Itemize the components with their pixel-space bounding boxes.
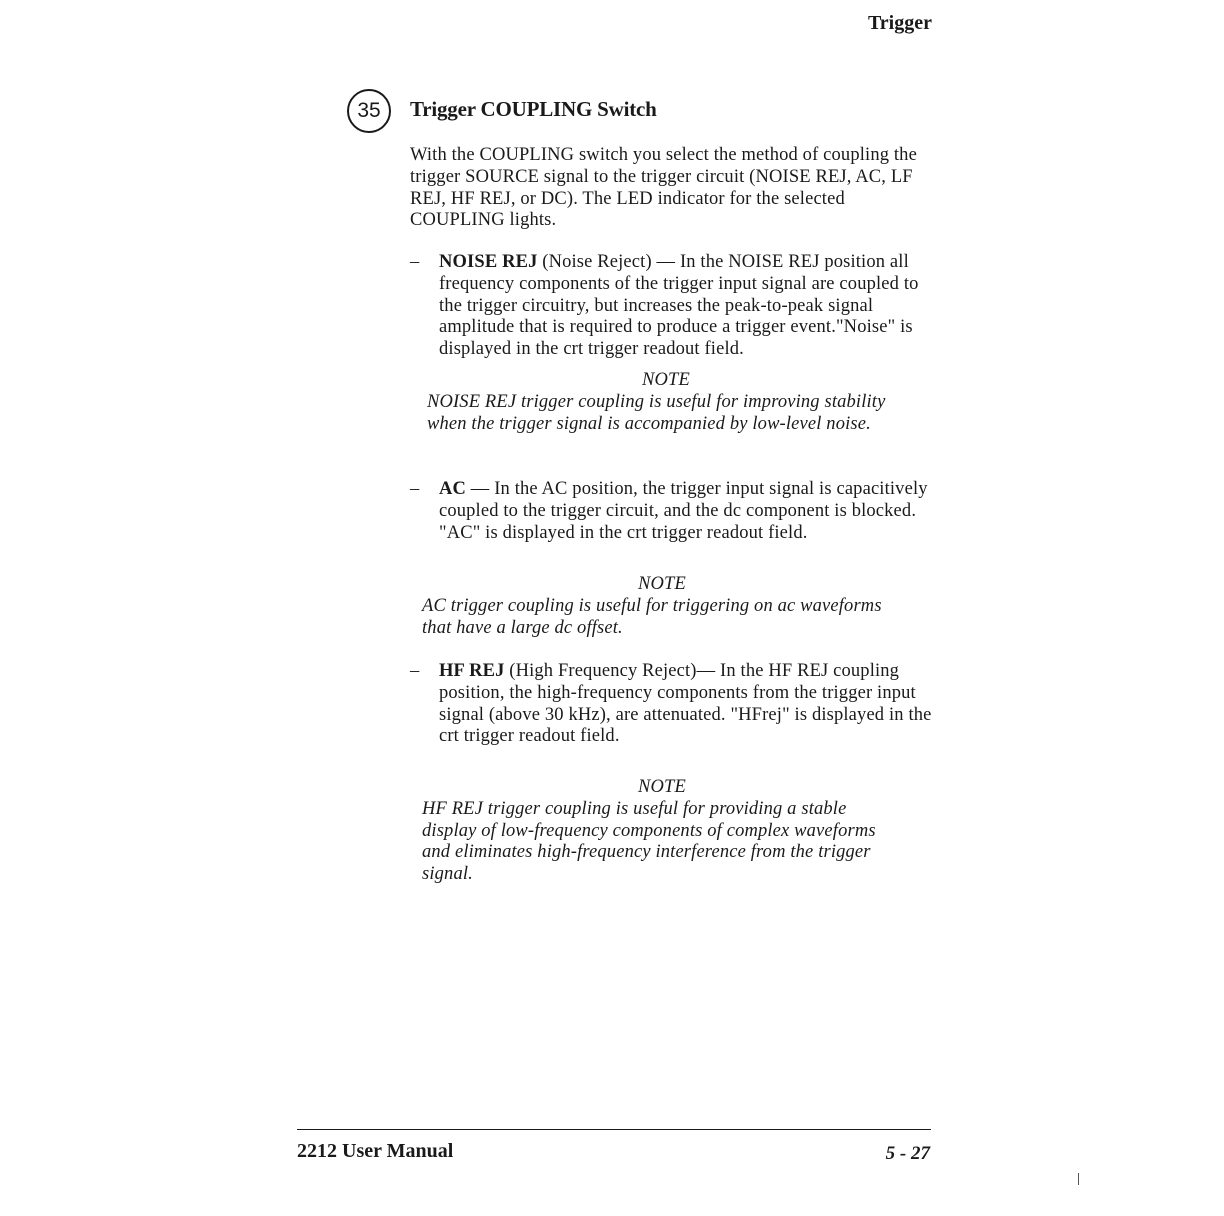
note-heading: NOTE [638, 777, 686, 797]
note-heading: NOTE [638, 574, 686, 594]
note-hf-rej [422, 777, 902, 886]
footer-manual-title: 2212 User Manual [297, 1140, 454, 1162]
footer-page-number: 5 - 27 [885, 1143, 930, 1164]
running-header: Trigger [867, 12, 932, 34]
note-noise-rej [427, 370, 905, 435]
note-text: HF REJ trigger coupling is useful for providing a stable display of low-frequency components of complex waveforms and eliminates high-frequency interference from the trigger signal. [422, 798, 876, 885]
item-description: (Noise Reject) — In the NOISE REJ position all frequency components of the trigger input signal are coupled to the trigger circuitry, but increases the peak-to-peak signal amplitude that is required to produce a trigger event."Noise" is displayed in the crt trigger readout field. [439, 252, 919, 360]
list-item-hf-rej [410, 661, 938, 748]
list-item-ac [410, 479, 938, 544]
item-term: AC [439, 479, 467, 499]
list-dash: – [410, 252, 420, 272]
list-dash: – [410, 479, 420, 499]
item-term: NOISE REJ [439, 252, 538, 272]
note-text: NOISE REJ trigger coupling is useful for improving stability when the trigger signal is accompanied by low-level noise. [427, 391, 886, 434]
item-description: — In the AC position, the trigger input signal is capacitively coupled to the trigger circuit, and the dc component is blocked. "AC" is displayed in the crt trigger readout field. [439, 479, 928, 543]
list-item-noise-rej [410, 252, 938, 361]
list-item-body [439, 252, 938, 361]
item-term: HF REJ [439, 661, 505, 681]
section-number-badge: 35 [347, 89, 391, 133]
footer-rule [297, 1129, 931, 1130]
section-title: Trigger COUPLING Switch [410, 97, 657, 121]
intro-paragraph: With the COUPLING switch you select the method of coupling the trigger SOURCE signal to the trigger circuit (NOISE REJ, AC, LF REJ, HF REJ, or DC). The LED indicator for the selected COUPLING lights. [410, 145, 917, 231]
item-description: (High Frequency Reject)— In the HF REJ coupling position, the high-frequency components from the trigger input signal (above 30 kHz), are attenuated. "HFrej" is displayed in the crt trigger readout field. [439, 661, 932, 747]
margin-mark [1078, 1173, 1079, 1185]
list-dash: – [410, 661, 420, 681]
list-item-body [439, 661, 938, 748]
list-item-body [439, 479, 938, 544]
note-text: AC trigger coupling is useful for triggering on ac waveforms that have a large dc offset. [422, 595, 882, 638]
note-ac [422, 574, 902, 639]
note-heading: NOTE [642, 370, 690, 390]
